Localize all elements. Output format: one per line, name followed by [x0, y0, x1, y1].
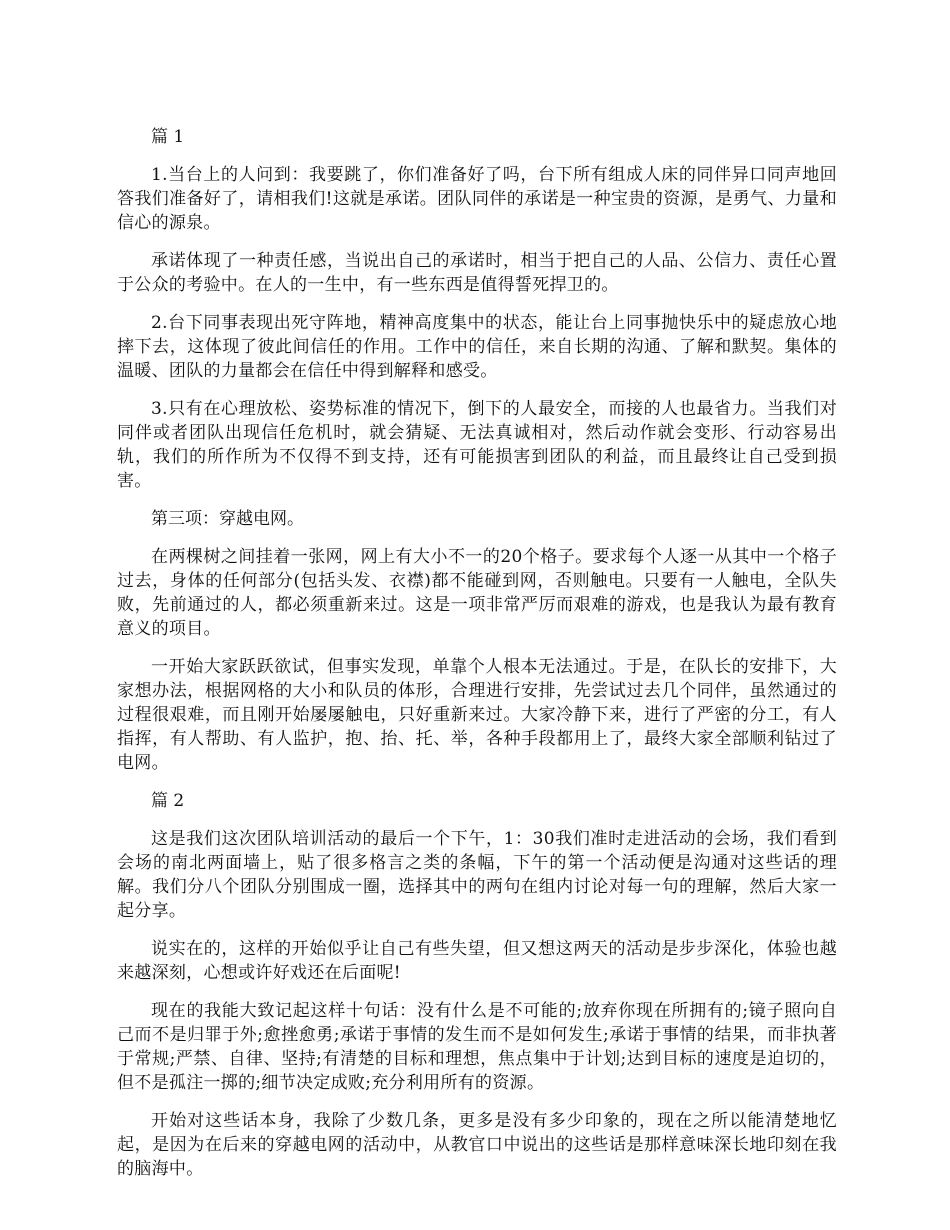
paragraph: 3.只有在心理放松、姿势标准的情况下，倒下的人最安全，而接的人也最省力。当我们对同伴或者团队出现信任危机时，就会猜疑、无法真诚相对，然后动作就会变形、行动容易出轨，我们的所作所为不仅得不到支持，还有可能损害到团队的利益，而且最终让自己受到损害。 [117, 399, 837, 491]
section-heading-1: 篇 1 [151, 127, 185, 147]
paragraph: 1.当台上的人问到：我要跳了，你们准备好了吗，台下所有组成人床的同伴异口同声地回答我们准备好了，请相我们!这就是承诺。团队同伴的承诺是一种宝贵的资源，是勇气、力量和信心的源泉。 [117, 165, 837, 233]
paragraph: 这是我们这次团队培训活动的最后一个下午，1：30我们准时走进活动的会场，我们看到会场的南北两面墙上，贴了很多格言之类的条幅，下午的第一个活动便是沟通对这些话的理解。我们分八个团队分别围成一圈，选择其中的两句在组内讨论对每一句的理解，然后大家一起分享。 [117, 829, 837, 921]
paragraph: 说实在的，这样的开始似乎让自己有些失望，但又想这两天的活动是步步深化，体验也越来越深刻，心想或许好戏还在后面呢! [117, 939, 837, 983]
paragraph: 2.台下同事表现出死守阵地，精神高度集中的状态，能让台上同事抛快乐中的疑虑放心地摔下去，这体现了彼此间信任的作用。工作中的信任，来自长期的沟通、了解和默契。集体的温暖、团队的力量都会在信任中得到解释和感受。 [117, 313, 837, 381]
document-body [117, 125, 837, 1195]
paragraph: 现在的我能大致记起这样十句话：没有什么是不可能的;放弃你现在所拥有的;镜子照向自己而不是归罪于外;愈挫愈勇;承诺于事情的发生而不是如何发生;承诺于事情的结果，而非执著于常规;严禁、自律、坚持;有清楚的目标和理想，焦点集中于计划;达到目标的速度是迫切的，但不是孤注一掷的;细节决定成败;充分利用所有的资源。 [117, 1001, 837, 1093]
paragraph: 开始对这些话本身，我除了少数几条，更多是没有多少印象的，现在之所以能清楚地忆起，是因为在后来的穿越电网的活动中，从教官口中说出的这些话是那样意味深长地印刻在我的脑海中。 [117, 1111, 837, 1179]
paragraph: 在两棵树之间挂着一张网，网上有大小不一的20个格子。要求每个人逐一从其中一个格子过去，身体的任何部分(包括头发、衣襟)都不能碰到网，否则触电。只要有一人触电，全队失败，先前通过的人，都必须重新来过。这是一项非常严厉而艰难的游戏，也是我认为最有教育意义的项目。 [117, 547, 837, 639]
section-heading-2: 篇 2 [151, 791, 185, 811]
paragraph: 承诺体现了一种责任感，当说出自己的承诺时，相当于把自己的人品、公信力、责任心置于公众的考验中。在人的一生中，有一些东西是值得誓死捍卫的。 [117, 251, 837, 295]
section-heading-3rd-item: 第三项：穿越电网。 [151, 509, 304, 529]
paragraph: 一开始大家跃跃欲试，但事实发现，单靠个人根本无法通过。于是，在队长的安排下，大家想办法，根据网格的大小和队员的体形，合理进行安排，先尝试过去几个同伴，虽然通过的过程很艰难，而且刚开始屡屡触电，只好重新来过。大家冷静下来，进行了严密的分工，有人指挥，有人帮助、有人监护，抱、抬、托、举，各种手段都用上了，最终大家全部顺利钻过了电网。 [117, 657, 837, 773]
